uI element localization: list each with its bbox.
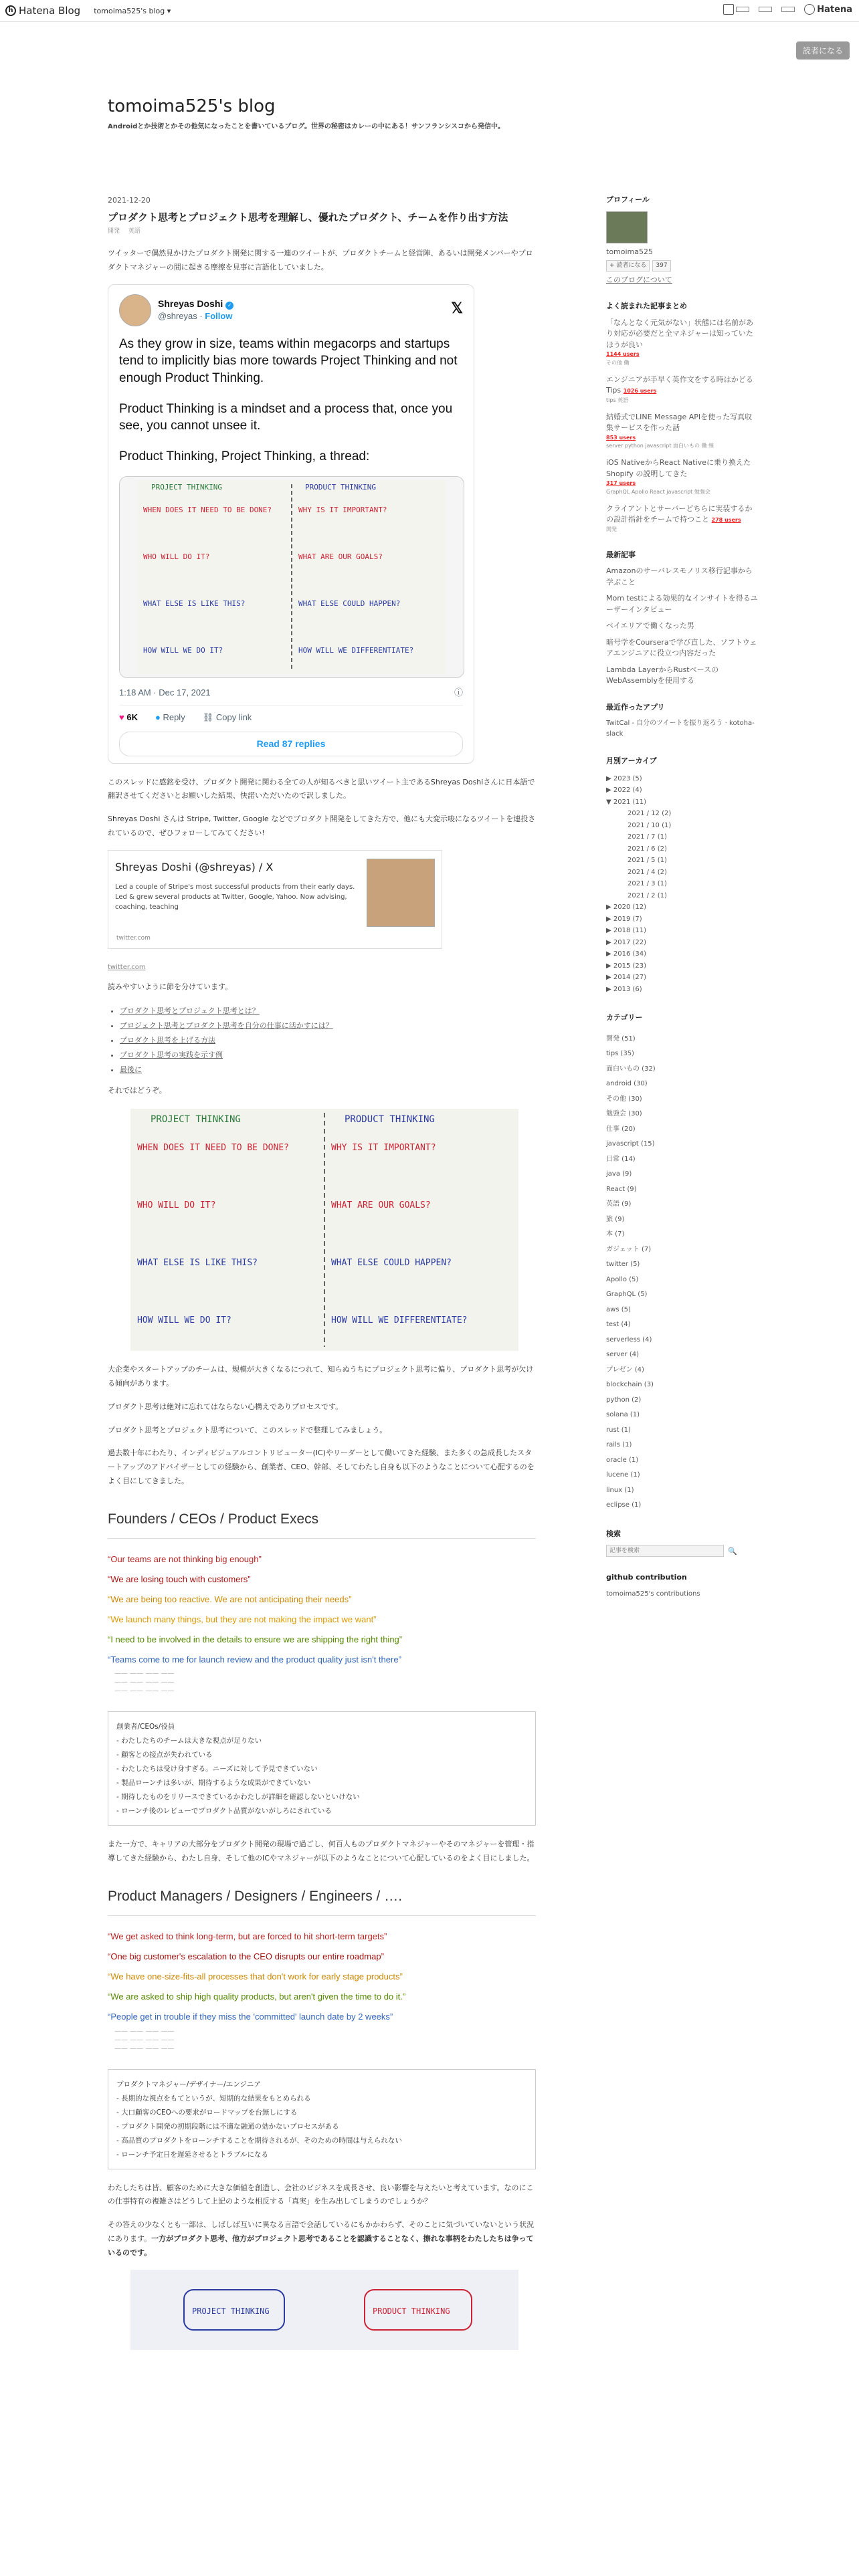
popular-title-text: エンジニアが手早く英作文をする時はかどる Tips [606,374,753,395]
category-item[interactable]: 仕事 (20) [606,1125,636,1133]
box-item: - 大口顧客のCEOへの要求がロードマップを台無しにする [116,2108,298,2117]
category-item[interactable]: rust (1) [606,1426,631,1434]
hatena-blog-logo[interactable] [5,5,80,17]
archive-row[interactable]: ▶ 2013 (6) [606,985,642,993]
profile-id[interactable]: tomoima525 [606,247,653,256]
module-heading: カテゴリー [606,1013,643,1023]
x-logo-icon[interactable]: 𝕏 [451,299,463,316]
archive-module [606,754,759,995]
module-heading: 月別アーカイブ [606,756,657,766]
category-item[interactable]: React (9) [606,1185,637,1193]
paragraph: わたしたちは皆、顧客のために大きな価値を創造し、会社のビジネスを成長させ、良い影響を与えたいと考えています。なのにこの仕事特有の複雑さはどうして上記のような相反する「真実」を生み出してしまうのでしょうか？ [108,2183,534,2206]
category-item[interactable]: ガジェット (7) [606,1245,652,1253]
github-module [606,1572,759,1600]
category-link[interactable]: 英語 [128,227,140,235]
category-item[interactable]: server (4) [606,1351,639,1359]
wb-left-q: WHO WILL DO IT? [143,552,210,561]
github-link[interactable]: tomoima525's contributions [606,1590,700,1598]
subscribe-button-small[interactable]: + 読者になる [606,260,650,271]
popular-title[interactable]: 「なんとなく元気がない」状態には名前があり対応が必要だと全マネジャーは知っていたほうが良い [606,318,753,349]
category-item[interactable]: eclipse (1) [606,1501,642,1509]
paragraph: プロダクト思考は絶対に忘れてはならない心構えでありプロセスです。 [108,1402,343,1411]
tweet-paragraph: Product Thinking is a mindset and a process that, once you see, you cannot unsee it. [119,401,453,433]
category-item[interactable]: android (30) [606,1080,648,1088]
archive-row[interactable]: 2021 / 12 (2) [628,810,672,818]
recent-item[interactable]: ペイエリアで働くなった男 [606,621,694,631]
archive-row[interactable]: ▶ 2022 (4) [606,786,642,794]
wb-left-head: PROJECT THINKING [151,482,222,492]
box-item: - ローンチ後のレビューでプロダクト品質がないがしろにされている [116,1807,332,1816]
wb-left-q: HOW WILL WE DO IT? [137,1315,231,1325]
archive-row[interactable]: ▶ 2020 (12) [606,903,647,911]
hatena-logo-icon: h [5,5,16,16]
wb-left-q: HOW WILL WE DO IT? [143,645,223,655]
info-icon[interactable]: ⓘ [454,687,463,697]
archive-row[interactable]: 2021 / 10 (1) [628,821,672,829]
whiteboard-image [130,2270,518,2350]
wb-right-q: WHAT ARE OUR GOALS? [331,1200,431,1210]
toc-item[interactable]: • プロダクト思考とプロジェクト思考とは？ [120,1004,536,1018]
header-actions [723,4,852,15]
category-item[interactable]: javascript (15) [606,1140,655,1148]
archive-row[interactable]: 2021 / 2 (1) [628,891,667,899]
wb-left-q: WHEN DOES IT NEED TO BE DONE? [137,1142,289,1153]
bookmark-users[interactable]: 1026 users [623,388,657,395]
hatena-account-link[interactable] [804,4,852,15]
wb-right-q: HOW WILL WE DIFFERENTIATE? [298,645,414,655]
category-item[interactable]: 日常 (14) [606,1155,636,1163]
text-run: その答えの少なくとも一部は、しばしば互いに異なる言語で会話しているにもかかわらず、そのことに気づいていないという状況にあります。 [108,2220,535,2244]
quote: “Our teams are not thinking big enough” [108,1554,262,1565]
recent-item[interactable]: Mom testによる効果的なインサイトを得るユーザーインタビュー [606,594,758,614]
search-icon[interactable]: 🔍 [728,1546,737,1555]
quote: “We have one-size-fits-all processes that don't work for early stage products” [108,1971,403,1981]
link-icon: ⛓ [202,712,214,723]
wb-right-q: HOW WILL WE DIFFERENTIATE? [331,1315,468,1325]
embedded-tweet[interactable]: Shreyas Doshi ✓ @shreyas · Follow 𝕏 As they grow in size, teams within megacorps and startups tend to implicitly bias more towards Project Thinking and not enough Product Thinking. Product Thinking is a mindset and a process that, once you see, you cannot unsee it. Product Thinking, Project Thinking, a thread: PROJECT THINKING PRODUCT THINKING WHEN DOES IT NEED TO BE DONE? WHO WILL DO IT? WHAT ELSE IS LIKE THIS? HOW WILL WE DO IT? WHY IS IT IMPORTANT? WHAT ARE OUR GOALS? WHAT ELSE COULD HAPPEN? HOW WILL WE DIFFERENTIATE? 1:18 AM · Dec 17, 2021 ⓘ ♥ 6K ● Reply ⛓ Copy link Read 87 replies [108,284,474,764]
category-item[interactable]: その他 (30) [606,1095,642,1103]
quote: “One big customer's escalation to the CEO disrupts our entire roadmap” [108,1951,384,1961]
category-item[interactable]: rails (1) [606,1441,632,1449]
wb-left-head: PROJECT THINKING [151,1113,241,1125]
category-item[interactable]: プレゼン (4) [606,1366,644,1374]
global-header [0,0,859,22]
subscribe-button[interactable]: 読者になる [796,41,850,60]
quote-list [108,1549,536,1669]
quote: “We are asked to ship high quality products, but aren't given the time to do it.” [108,1991,406,2002]
paragraph: 過去数十年にわたり、インディビジュアルコントリビューター(IC)やリーダーとして働いてきた経験、また多くの急成長したスタートアップのアドバイザーとしての経験から、創業者、CEO、幹部、そしてわたし自身も以下のようなことについて心配するのをよく目にしてきました。 [108,1448,535,1486]
archive-row[interactable]: 2021 / 4 (2) [628,868,667,876]
category-item[interactable]: 勉強会 (30) [606,1110,642,1118]
toc-intro: 読みやすいように節を分けています。 [108,982,233,992]
category-item[interactable]: 旅 (9) [606,1215,625,1223]
reader-count: 397 [652,260,670,271]
paragraph: それではどうぞ。 [108,1086,167,1095]
popular-tags[interactable]: GraphQL Apollo React javascript 勉強会 [606,489,710,496]
paragraph [108,2218,536,2260]
box-item: - 製品ローンチは多いが、期待するような成果ができていない [116,1779,311,1788]
popular-title[interactable]: 結婚式でLINE Message APIを使った写真収集サービスを作った話 [606,412,753,433]
sidebar [606,194,759,1614]
tweet-paragraph: As they grow in size, teams within megacorps and startups tend to implicitly bias more towards Project Thinking and not enough Product Thinking. [119,336,458,386]
entry-categories [108,226,536,237]
reply-icon: ● [155,712,161,723]
archive-row[interactable]: ▶ 2015 (23) [606,962,647,970]
popular-item [606,412,759,451]
logo-text: Hatena Blog [19,5,81,17]
whiteboard-image [138,480,446,674]
wb-left-q: WHEN DOES IT NEED TO BE DONE? [143,505,272,514]
category-item[interactable]: linux (1) [606,1486,634,1494]
box-item: - 顧客との接点が失われている [116,1751,213,1759]
category-item[interactable]: java (9) [606,1170,632,1178]
module-heading: 検索 [606,1529,621,1538]
archive-row[interactable]: 2021 / 5 (1) [628,857,667,865]
entry-article [108,194,536,2362]
category-item[interactable]: lucene (1) [606,1471,640,1479]
blog-description: Androidとか技術とかその他気になったことを書いているブログ。世界の秘密はカレーの中にある！サンフランシスコから発信中。 [108,123,504,130]
wb-right-q: WHAT ELSE COULD HAPPEN? [298,599,401,608]
tweet-avatar[interactable] [119,294,151,326]
popular-item [606,374,759,405]
apps-module [606,702,759,740]
wb-left-q: WHO WILL DO IT? [137,1200,216,1210]
bookmark-users[interactable]: 317 users [606,480,636,487]
category-item[interactable]: tips (35) [606,1050,634,1058]
reply-label: Reply [163,712,185,723]
section-heading: Founders / CEOs / Product Execs [108,1506,536,1539]
category-item[interactable]: twitter (5) [606,1261,640,1269]
archive-row[interactable]: ▼ 2021 (11) [606,798,647,806]
popular-title-text: クライアントとサーバーどちらに実装するかの設計指針をチームで持つこと [606,504,753,524]
whiteboard-image [130,1109,518,1351]
wb-right-q: WHY IS IT IMPORTANT? [331,1142,436,1153]
popular-item [606,504,759,534]
recent-item[interactable]: Amazonのサーバレスモノリス移行記事から学ぶこと [606,566,753,586]
recent-module [606,549,759,687]
card-title[interactable]: Shreyas Doshi (@shreyas) / X [115,861,274,874]
archive-row[interactable]: 2021 / 7 (1) [628,833,667,841]
embed-card[interactable] [108,850,442,949]
intro-paragraph: ツイッターで偶然見かけたプロダクト開発に関する一連のツイートが、プロダクトチームと経営陣、あるいは開発メンバーやプロダクトマネジャーの間に起きる摩擦を見事に言語化していました。 [108,248,533,272]
category-link[interactable]: 開発 [108,227,120,235]
reply-button[interactable] [155,710,185,726]
category-item[interactable]: Apollo (5) [606,1275,639,1283]
paragraph: このスレッドに感銘を受け、プロダクト開発に関わる全ての人が知るべきと思いツイート主であるShreyas Doshiさんに日本語で翻訳させてくださいとお願いした結果、快諾いただいたので訳しました。 [108,777,535,800]
module-heading: github contribution [606,1573,687,1582]
popular-title[interactable]: iOS NativeからReact Nativeに乗り換えた Shopify の説明してきた [606,458,751,478]
category-module [606,1010,759,1513]
toc-item[interactable]: • プロジェクト思考とプロダクト思考を自分の仕事に活かすには？ [120,1018,536,1033]
wb-left-q: WHAT ELSE IS LIKE THIS? [143,599,246,608]
table-of-contents [108,1004,536,1077]
entry-date[interactable]: 2021-12-20 [108,196,151,205]
wb2-left: PROJECT THINKING [192,2306,270,2316]
tweet-image[interactable] [119,476,464,678]
profile-module [606,194,759,286]
category-item[interactable]: 本 (7) [606,1230,625,1239]
pencil-icon [723,4,734,15]
apps-text[interactable]: TwitCal - 自分のツイートを振り返ろう · kotoha-slack [606,720,755,738]
blog-title[interactable]: tomoima525's blog [108,96,276,116]
card-description: Led a couple of Stripe's most successful products from their early days. Led & grew several products at Twitter, Google, Yahoo. Now advising, coaching, teaching [115,883,355,911]
heart-icon: ♥ [119,712,124,723]
whiteboard-photo[interactable] [130,1109,518,1351]
box-item: - わたしたちは受け身すぎる。ニーズに対して予見できていない [116,1765,318,1774]
wb-right-head: PRODUCT THINKING [345,1113,435,1125]
wb-right-q: WHAT ARE OUR GOALS? [298,552,383,561]
manage-button[interactable] [759,7,772,12]
archive-row[interactable]: ▶ 2023 (5) [606,774,642,782]
separator-dashes: —— —— —— —— —— —— —— —— —— —— —— —— [114,1670,175,1695]
tweet-time[interactable]: 1:18 AM · Dec 17, 2021 [119,687,211,697]
module-heading: プロフィール [606,195,650,204]
category-item[interactable]: 英語 (9) [606,1200,632,1208]
read-replies-button[interactable]: Read 87 replies [119,732,463,756]
archive-row[interactable]: 2021 / 6 (2) [628,845,667,853]
box-title: 創業者/CEOs/役員 [116,1723,175,1731]
category-item[interactable]: solana (1) [606,1411,640,1419]
category-item[interactable]: 面白いもの (32) [606,1065,656,1073]
tweet-text [119,336,463,465]
popular-title[interactable] [606,504,759,526]
section-heading: Product Managers / Designers / Engineers / …. [108,1883,536,1916]
archive-row[interactable]: ▶ 2018 (11) [606,927,647,935]
translation-box [108,1711,536,1826]
wb-right-q: WHAT ELSE COULD HAPPEN? [331,1257,452,1268]
popular-item [606,457,759,497]
entry-title[interactable]: プロダクト思考とプロジェクト思考を理解し、優れたプロダクト、チームを作り出す方法 [108,211,508,223]
archive-row[interactable]: 2021 / 3 (1) [628,880,667,888]
bookmark-users[interactable]: 278 users [711,517,741,524]
wb-left-q: WHAT ELSE IS LIKE THIS? [137,1257,258,1268]
bold-text: 一方がプロダクト思考、他方がプロジェクト思考であることを認識することなく、擦れな事柄をわたしたちは争っているのです。 [108,2234,534,2258]
archive-row[interactable]: ▶ 2017 (22) [606,938,647,946]
wb-right-q: WHY IS IT IMPORTANT? [298,505,387,514]
popular-tags[interactable]: tips 英語 [606,397,629,403]
tweet-paragraph: Product Thinking, Project Thinking, a thread: [119,449,370,463]
quote: “We are losing touch with customers” [108,1574,251,1584]
box-item: - ローンチ予定日を遅延させるとトラブルになる [116,2150,268,2159]
quote: “We launch many things, but they are not making the impact we want” [108,1614,377,1624]
follow-link[interactable]: Follow [205,311,233,322]
module-heading: よく読まれた記事まとめ [606,302,687,311]
recent-item[interactable]: 暗号学をCourseraで学び直した、ソフトウェアエンジニアに役立つ内容だった [606,637,757,658]
box-item: - 長期的な視点をもてというが、短期的な結果をもとめられる [116,2094,311,2103]
like-count: 6K [126,712,138,723]
toc-item[interactable]: • 最後に [120,1063,536,1077]
paragraph: プロダクト思考とプロジェクト思考について、このスレッドで整理してみましょう。 [108,1425,387,1434]
popular-title[interactable] [606,374,759,397]
archive-row[interactable]: ▶ 2019 (7) [606,915,642,923]
category-item[interactable]: oracle (1) [606,1456,639,1464]
card-url[interactable]: twitter.com [116,935,151,942]
box-item: - 期待したものをリリースできているかわたしが詳細を確認しないといけない [116,1793,360,1802]
write-post-button[interactable] [723,4,749,15]
translation-box [108,2069,536,2169]
copy-link-button[interactable] [203,710,252,726]
category-item[interactable]: 開発 (51) [606,1035,636,1043]
search-module [606,1528,759,1558]
bookmark-users[interactable]: 1144 users [606,351,640,358]
box-title: プロダクトマネジャー/デザイナー/エンジニア [116,2080,261,2088]
box-item: - わたしたちのチームは大きな視点が足りない [116,1737,262,1745]
category-item[interactable]: aws (5) [606,1305,631,1313]
paragraph: 大企業やスタートアップのチームは、規模が大きくなるにつれて、知らぬうちにプロジェクト思考に偏り、プロダクト思考が欠ける傾向があります。 [108,1364,534,1388]
quote: “I need to be involved in the details to ensure we are shipping the right thing” [108,1634,403,1644]
verified-icon: ✓ [225,302,233,310]
paragraph: また一方で、キャリアの大部分をプロダクト開発の現場で過ごし、何百人ものプロダクトマネジャーやそのマネジャーを管理・指導してきた経験から、わたし自身、そして他のICやマネジャーが以下のようなことについて心配しているのをよく目にしました。 [108,1840,535,1863]
whiteboard-photo-2[interactable] [130,2270,518,2350]
popular-tags[interactable]: 開発 [606,526,617,532]
popular-tags[interactable]: server python javascript 面白いもの 働 線 [606,443,714,449]
twitter-link[interactable]: twitter.com [108,964,146,972]
wb-right-head: PRODUCT THINKING [305,482,376,492]
category-item[interactable]: blockchain (3) [606,1381,654,1389]
popular-tags[interactable]: その他 働 [606,360,630,366]
quote: “People get in trouble if they miss the 'committed' launch date by 2 weeks” [108,2011,393,2022]
module-heading: 最新記事 [606,550,636,559]
paragraph: Shreyas Doshi さんは Stripe, Twitter, Google などでプロダクト開発をしてきた方で、他にも大変示唆になるツイートを連投されているので、ぜひフォローしてみてください! [108,815,536,838]
quote: “We are being too reactive. We are not anticipating their needs” [108,1594,352,1604]
about-link[interactable]: このブログについて [606,275,672,284]
search-input[interactable] [606,1545,724,1557]
tweet-handle[interactable]: @shreyas [158,311,197,322]
category-item[interactable]: GraphQL (5) [606,1291,648,1299]
box-item: - 高品質のプロダクトをローンチすることを期待されるが、そのための時間は与えられない [116,2136,402,2145]
toc-item[interactable]: • プロダクト思考の実践を示す例 [120,1048,536,1063]
tweet-author-name[interactable]: Shreyas Doshi [158,298,223,309]
like-button[interactable] [119,710,138,726]
box-item: - プロダクト開発の初期段階には不適な融通の効かないプロセスがある [116,2122,339,2131]
profile-icon[interactable] [606,211,648,243]
card-thumbnail [367,859,435,927]
hatena-label: Hatena [817,4,852,15]
copy-link-label: Copy link [215,712,252,723]
menu-button[interactable] [781,7,795,12]
quote-list [108,1927,536,2026]
popular-item [606,318,759,368]
module-heading: 最近作ったアプリ [606,702,665,712]
separator-dashes: —— —— —— —— —— —— —— —— —— —— —— —— [114,2027,175,2052]
category-item[interactable]: test (4) [606,1321,631,1329]
wb2-right: PRODUCT THINKING [373,2306,450,2316]
popular-module [606,300,759,534]
quote: “We get asked to think long-term, but are forced to hit short-term targets” [108,1931,387,1942]
blog-selector[interactable]: tomoima525's blog ▾ [94,6,171,15]
archive-row[interactable]: ▶ 2016 (34) [606,950,647,958]
hatena-icon [804,4,815,15]
toc-item[interactable]: • プロダクト思考を上げる方法 [120,1033,536,1048]
recent-item[interactable]: Lambda LayerからRustベースのWebAssemblyを使用する [606,665,719,685]
category-item[interactable]: python (2) [606,1396,642,1404]
archive-row[interactable]: ▶ 2014 (27) [606,974,647,982]
quote: “Teams come to me for launch review and the product quality just isn't there” [108,1654,401,1665]
category-item[interactable]: serverless (4) [606,1335,652,1344]
bookmark-users[interactable]: 853 users [606,434,636,441]
